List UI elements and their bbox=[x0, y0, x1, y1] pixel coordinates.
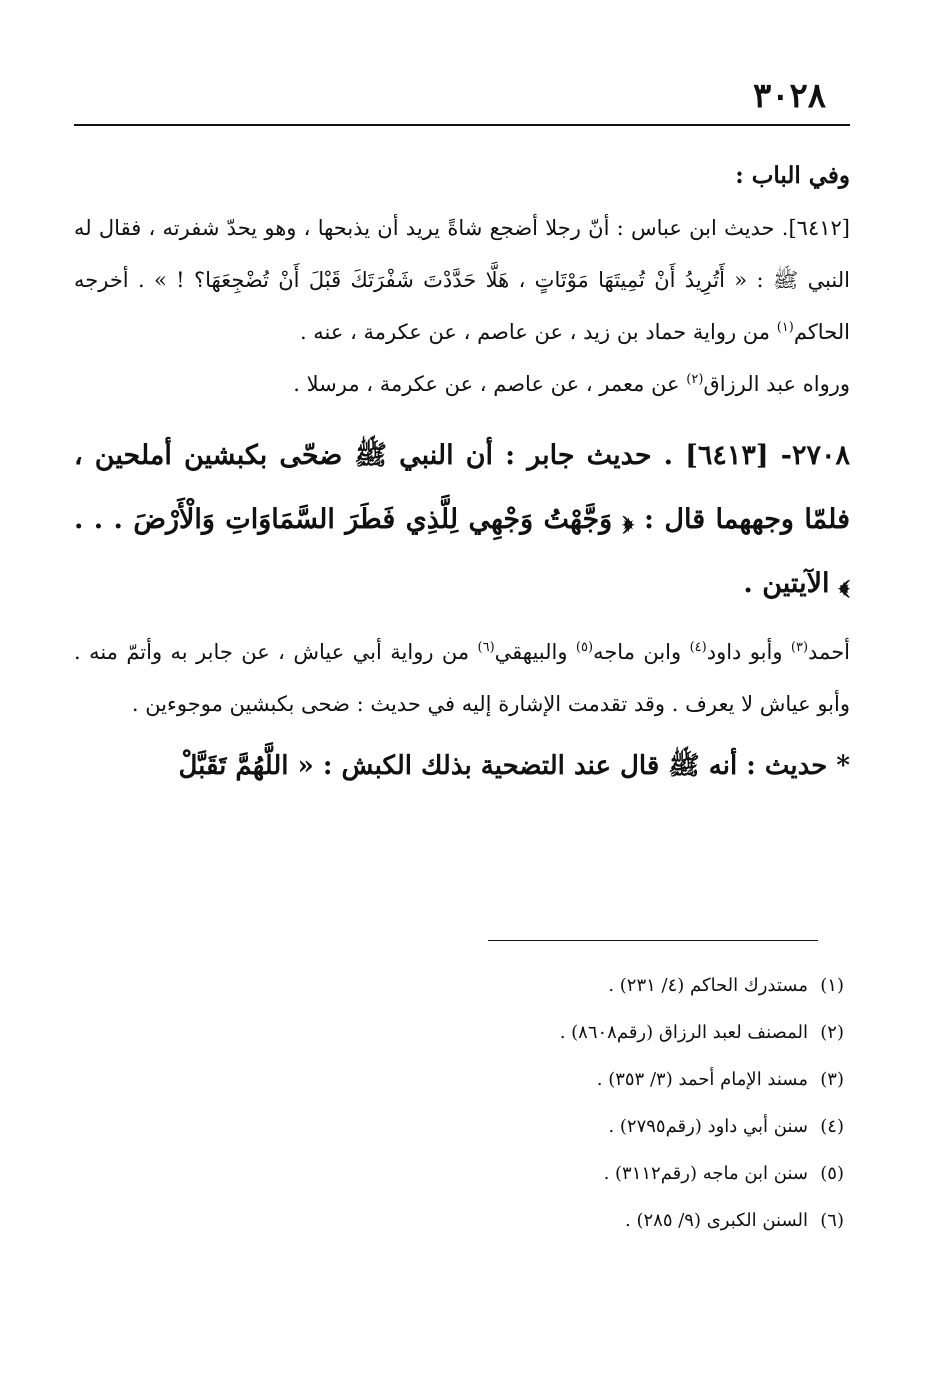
footnote-text: السنن الكبرى (٩/ ٢٨٥) . bbox=[625, 1210, 808, 1231]
footnote-number: (١) bbox=[820, 975, 844, 996]
section-label: وفي الباب : bbox=[735, 162, 850, 189]
page-number: ٣٠٢٨ bbox=[752, 76, 826, 116]
paragraph-text: من رواية حماد بن زيد ، عن عاصم ، عن عكرمة ، عنه . bbox=[299, 320, 777, 344]
footnote-number: (٥) bbox=[820, 1163, 844, 1184]
paragraph-text: [٦٤١٢]. حديث ابن عباس : أنّ رجلا أضجع شاةً يريد أن يذبحها ، وهو يحدّ شفرته ، فقال له النبي ﷺ : « أَتُرِيدُ أَنْ تُمِيتَهَا مَوْتَاتٍ ، هَلَّا حَدَّدْتَ شَفْرَتَكَ قَبْلَ أَنْ تُضْجِعَهَا؟ ! » . أخرجه الحاكم bbox=[74, 216, 850, 344]
footnote-ref: (٣) bbox=[790, 640, 809, 655]
footnote-divider bbox=[488, 940, 818, 941]
footnote-ref: (٢) bbox=[686, 372, 704, 387]
paragraph-ibn-abbas bbox=[74, 202, 850, 358]
source-ibnmajah: وابن ماجه bbox=[593, 640, 690, 664]
footnote-item bbox=[74, 1056, 844, 1103]
paragraph-text: عن معمر ، عن عاصم ، عن عكرمة ، مرسلا . bbox=[293, 372, 687, 396]
page-header bbox=[74, 72, 850, 126]
footnote-number: (٦) bbox=[820, 1210, 844, 1231]
footnote-text: سنن أبي داود (رقم٢٧٩٥) . bbox=[608, 1116, 808, 1137]
footnote-item bbox=[74, 1197, 844, 1244]
takhrij-paragraph bbox=[74, 626, 850, 730]
footnote-number: (٤) bbox=[820, 1116, 844, 1137]
footnote-item bbox=[74, 1103, 844, 1150]
main-text bbox=[74, 150, 850, 796]
hadith-2708: ٢٧٠٨- [٦٤١٣] . حديث جابر : أن النبي ﷺ ضحّى بكبشين أملحين ، فلمّا وجههما قال : ﴿ وَجَّهْتُ وَجْهِي لِلَّذِي فَطَرَ السَّمَاوَاتِ وَالْأَرْضَ . . . ﴾ الآيتين . bbox=[74, 440, 850, 599]
footnotes bbox=[74, 962, 844, 1244]
footnote-ref: (١) bbox=[776, 320, 794, 335]
footnote-text: سنن ابن ماجه (رقم٣١١٢) . bbox=[603, 1163, 808, 1184]
footnote-ref: (٦) bbox=[477, 640, 495, 655]
source-abudawud: وأبو داود bbox=[706, 640, 791, 664]
footnote-text: المصنف لعبد الرزاق (رقم٨٦٠٨) . bbox=[559, 1022, 808, 1043]
footnote-text: مستدرك الحاكم (٤/ ٢٣١) . bbox=[608, 975, 808, 996]
footnote-number: (٣) bbox=[820, 1069, 844, 1090]
footnote-ref: (٤) bbox=[689, 640, 707, 655]
hadith-heading: * حديث : أنه ﷺ قال عند التضحية بذلك الكبش : « اللَّهُمَّ تَقَبَّلْ bbox=[178, 751, 850, 781]
footnote-text: مسند الإمام أحمد (٣/ ٣٥٣) . bbox=[596, 1069, 808, 1090]
paragraph-abdulrazzaq bbox=[74, 358, 850, 410]
footnote-item bbox=[74, 1150, 844, 1197]
paragraph-text: من رواية أبي عياش ، عن جابر به وأتمّ منه . وأبو عياش لا يعرف . وقد تقدمت الإشارة إليه في حديث : ضحى بكبشين موجوءين . bbox=[74, 640, 850, 716]
footnote-ref: (٥) bbox=[575, 640, 594, 655]
footnote-item bbox=[74, 1009, 844, 1056]
footnote-number: (٢) bbox=[820, 1022, 844, 1043]
paragraph-text: ورواه عبد الرزاق bbox=[703, 372, 850, 396]
footnote-item bbox=[74, 962, 844, 1009]
source-bayhaqi: والبيهقي bbox=[494, 640, 576, 664]
source-ahmad: أحمد bbox=[808, 640, 851, 664]
